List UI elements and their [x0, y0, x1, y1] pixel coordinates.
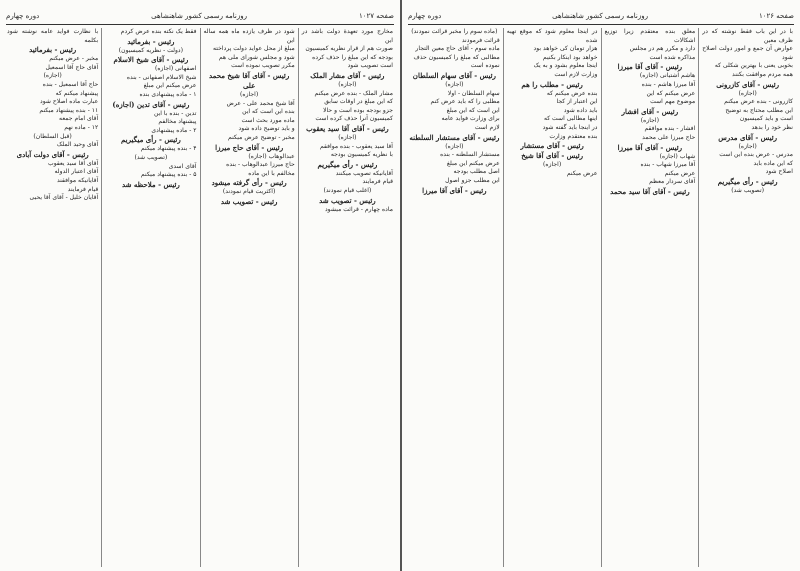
text-line: ۴ - بنده پیشنهاد میکنم [140, 145, 197, 153]
speaker-heading: رئیس - آقای کازرونی [716, 79, 780, 89]
text-line: حاج میرزا عبدالوهاب - بنده [226, 161, 295, 169]
text-column [298, 28, 396, 567]
text-line: در اینجا باید گفته شود [542, 123, 598, 131]
text-line: شهاب (اجازه) [659, 152, 696, 160]
text-line: ۱ - ماده پیشنهادی بنده [139, 90, 197, 98]
text-line: نظر خود را بدهد [751, 123, 793, 131]
text-column [698, 28, 796, 567]
right-page [400, 0, 800, 571]
text-line: آقا میرزا هاشم - بنده [641, 80, 696, 88]
text-line: ۱۲ - ماده نهم [64, 123, 99, 131]
text-line: بخوبی یعنی با بهترین شکلی که [714, 62, 793, 70]
speaker-heading: رئیس - آقای آقا شیخ [521, 151, 584, 161]
text-line: کمیسیون آنرا حذف کرده است [315, 115, 393, 123]
page-header [6, 8, 394, 25]
text-line: بنده عرض میکنم که [546, 89, 598, 97]
speaker-heading: رئیس - مطلب را هم [521, 79, 583, 89]
text-line: سهام السلطان - اولا [447, 89, 500, 97]
newspaper-title: روزنامه رسمی کشور شاهنشاهی [151, 12, 247, 20]
speaker-heading: رئیس - رأی میگیریم [717, 176, 778, 186]
text-line: مطلبی را که باید عرض کنم [430, 98, 500, 106]
text-line: دارد و مکرر هم در مجلس [629, 45, 696, 53]
text-line: آقای اسدی [168, 162, 197, 170]
text-line: عرض میکنم [566, 169, 598, 177]
text-line: شود و مجلس شورای ملی هم [218, 53, 295, 61]
text-line: آقا شیخ محمد علی - عرض [226, 99, 295, 107]
text-line: آقای آقا سید یعقوب [47, 159, 99, 167]
parenthetical-note: (اکثریت قیام نمودند) [222, 188, 276, 196]
text-line: با نظریه کمیسیون بودجه [330, 151, 393, 159]
parenthetical-note: (ماده سوم را مخبر قرائت نمودند) [411, 28, 498, 35]
text-columns [4, 28, 396, 567]
text-line: نموده است [470, 62, 500, 70]
text-line: اینجا معلوم بشود و به یک [533, 62, 598, 70]
text-line: باید داده شود [563, 106, 598, 114]
text-column [200, 28, 298, 567]
speaker-heading: رئیس - آقای مستشار السلطنه [409, 132, 500, 142]
text-line: ماده سوم - آقای حاج معین التجار [415, 45, 500, 53]
text-line: عبارت ماده اصلاح شود [39, 98, 99, 106]
parenthetical-note: (اجازه) [43, 72, 62, 80]
text-line: فقط یک نکته بنده عرض کردم [120, 28, 197, 35]
text-line: صورت هم از قرار نظریه کمیسیون [305, 45, 393, 53]
text-line: همه مردم موافقت بکنند [732, 70, 793, 78]
newspaper-title: روزنامه رسمی کشور شاهنشاهی [552, 12, 648, 20]
text-line: آقای وحید الملک [56, 141, 99, 149]
parenthetical-note: (اجازه) [445, 80, 464, 88]
text-line: مبلغ از محل عواید دولت پرداخته [213, 45, 295, 53]
text-line: این است که این مبلغ [446, 106, 500, 114]
text-line: ۵ - بنده پیشنهاد میکنم [140, 171, 197, 179]
parenthetical-note: (اجازه) [738, 142, 757, 150]
text-line: حاج آقا اسمعیل - بنده [42, 80, 99, 88]
speaker-heading: رئیس - آقای شیخ الاسلام [113, 55, 189, 65]
text-line: عرض میکنم این مبلغ [143, 82, 197, 90]
speaker-heading: رئیس - آقای دولت آبادی [16, 149, 89, 159]
parenthetical-note: (اجازه) [240, 90, 259, 98]
text-columns [406, 28, 796, 567]
text-line: حاج میرزا علی محمد [642, 133, 696, 141]
text-line: مخالفم با این ماده [248, 169, 295, 177]
text-line: که این مبلغ در اوقات سابق [324, 98, 393, 106]
text-line: ماده چهارم - قرائت میشود [324, 205, 393, 213]
parenthetical-note: (اجازه) [640, 116, 659, 124]
text-line: موضوع مهم است [650, 98, 696, 106]
text-line: این اعتبار از کجا [556, 98, 598, 106]
speaker-heading: رئیس - آقای آقا میرزا [617, 62, 683, 72]
text-line: بنده معتقدم وزارت [549, 132, 598, 140]
text-line: تدین - بنده با این [153, 109, 197, 117]
text-line: لازم است [474, 123, 500, 131]
text-line: اصفهانی (اجازه) [154, 65, 197, 73]
text-line: اصل مطلب بودجه [453, 168, 500, 176]
speaker-heading: رئیس - رأی میگیریم [121, 135, 181, 145]
text-line: قرائت فرمودند [461, 36, 500, 44]
parenthetical-note: (دولت - نظریه کمیسیون) [118, 46, 184, 54]
text-line: مشار الملک - بنده عرض میکنم [314, 89, 393, 97]
speaker-heading: رئیس - آقای آقا شیخ محمد علی [208, 70, 290, 90]
period-label: دوره چهارم [408, 12, 442, 20]
text-line: عوارض آن جمع و امور دولت اصلاح شود [702, 45, 793, 61]
text-line: پیشنهاد مخالفم [158, 118, 197, 126]
text-line: مخبر - توضیح عرض میکنم [228, 133, 295, 141]
text-column [601, 28, 699, 567]
text-line: عرض میکنم [664, 169, 696, 177]
text-line: است تصویب شود [347, 62, 393, 70]
text-line: مذاکره شده است [649, 53, 696, 61]
speaker-heading: رئیس - تصویب شد [319, 195, 376, 205]
speaker-heading: رئیس - رأی میگیریم [317, 159, 378, 169]
text-line: ۱۱ - بنده پیشنهاد میکنم [39, 106, 99, 114]
speaker-heading: رئیس - رأی گرفته میشود [211, 178, 287, 188]
text-line: معلق بنده معتقدم زیرا توزیع اشکالات [604, 28, 696, 44]
speaker-heading: رئیس - تصویب شد [220, 196, 278, 206]
text-line: برای وزارت فواید عامه [441, 115, 500, 123]
speaker-heading: رئیس - آقای مستشار [520, 141, 584, 151]
text-column [503, 28, 601, 567]
text-line: آقای حاج آقا اسمعیل [45, 63, 99, 71]
text-line: در اینجا معلوم شود که موقع تهیه شده [506, 28, 598, 44]
parenthetical-note: (اجازه) [338, 133, 357, 141]
parenthetical-note: (تصویب شد) [731, 186, 765, 194]
speaker-heading: رئیس - آقای مدرس [718, 132, 778, 142]
parenthetical-note: (اجازه) [543, 161, 562, 169]
page-header [408, 8, 794, 25]
text-line: مستشار السلطنه - بنده [440, 151, 500, 159]
text-line: هزار تومان کی خواهد بود [533, 45, 598, 53]
text-line: آقای اعتبار الدوله [54, 168, 99, 176]
text-line: و باید توضیح داده شود [238, 125, 295, 133]
text-line: این مطلب جزو اصول [445, 176, 500, 184]
text-line: آقا سید یعقوب - بنده موافقم [319, 142, 393, 150]
text-line: ۲ - ماده پیشنهادی [151, 126, 197, 134]
text-line: مطالبی که مبلغ را کمیسیون حذف [413, 53, 500, 61]
text-line: کازرونی - بنده عرض میکنم [724, 98, 793, 106]
speaker-heading: رئیس - آقای آقا میرزا [617, 142, 683, 152]
speaker-heading: رئیس - آقای افشار [621, 106, 679, 116]
text-line: عرض میکنم این مبلغ [446, 159, 500, 167]
text-line: آقای سردار معظم [649, 178, 696, 186]
text-column [4, 28, 101, 567]
text-line: قیام فرمایند [362, 178, 393, 186]
text-line: این مطلب محتاج به توضیح [725, 106, 793, 114]
text-line: مدرس - عرض بنده این است [719, 151, 793, 159]
text-line: جزو بودجه بوده است و حالا [323, 106, 393, 114]
speaker-heading: رئیس - آقای حاج میرزا [215, 142, 284, 152]
period-label: دوره چهارم [6, 12, 40, 20]
text-line: شود در ظرف یازده ماه همه ساله این [203, 28, 295, 44]
text-line: شیخ الاسلام اصفهانی - بنده [126, 73, 197, 81]
text-line: پیشنهاد میکنم که [55, 89, 99, 97]
parenthetical-note: (تصویب شد) [134, 153, 168, 161]
text-line: عرض میکنم که این [646, 89, 696, 97]
text-line: بودجه که این مبلغ را حذف کرده [312, 53, 393, 61]
page-number: صفحه ۱۰۲۷ [358, 12, 394, 20]
text-line: ماده مورد بحث است [241, 116, 295, 124]
speaker-heading: رئیس - بفرمائید [29, 45, 77, 55]
text-line: با نظارت فواید عامه نوشته شود بکلمه [7, 28, 99, 44]
text-column [101, 28, 199, 567]
page-number: صفحه ۱۰۲۶ [758, 12, 794, 20]
text-line: مخبر - عرض میکنم [49, 55, 99, 63]
parenthetical-note: (اجازه) [445, 142, 464, 150]
text-line: خواهد بود اینکار بکنیم [542, 53, 598, 61]
speaker-heading: رئیس - آقای سهام السلطان [412, 70, 496, 80]
text-line: اینها مطالبی است که [543, 115, 598, 123]
text-line: آقایانیکه تصویب میکنند [335, 169, 393, 177]
parenthetical-note: (اجازه) [738, 89, 757, 97]
text-line: آقا میرزا شهاب - بنده [640, 161, 696, 169]
text-line: هاشم آشتیانی (اجازه) [639, 72, 696, 80]
text-line: است و باید کمیسیون [739, 115, 793, 123]
speaker-heading: رئیس - ملاحظه شد [121, 179, 180, 189]
text-line: وزارت لازم است [554, 70, 598, 78]
text-line: آقای امام جمعه [59, 115, 99, 123]
speaker-heading: رئیس - آقای آقا سید محمد [610, 186, 690, 196]
parenthetical-note: (اغلب قیام نمودند) [323, 186, 372, 194]
text-line: عبدالوهاب (اجازه) [248, 152, 295, 160]
speaker-heading: رئیس - آقای آقا میرزا [422, 185, 487, 195]
parenthetical-note: (اجازه) [338, 80, 357, 88]
text-line: که این ماده باید [753, 159, 793, 167]
text-line: با در این باب فقط نوشته که در ظرف معین [702, 28, 793, 44]
text-line: قیام فرمایند [67, 185, 99, 193]
text-line: اصلاح شود [765, 168, 793, 176]
speaker-heading: رئیس - آقای آقا سید یعقوب [306, 123, 389, 133]
text-line: آقایانیکه موافقند [56, 176, 99, 184]
speaker-heading: رئیس - بفرمائید [127, 36, 175, 46]
text-line: مکرر تصویب نموده است [231, 62, 295, 70]
speaker-heading: رئیس - آقای مشار الملک [310, 70, 385, 80]
parenthetical-note: (قبل السلطان) [33, 132, 72, 140]
text-line: مخارج مورد تعهدهٔ دولت باشد در این [301, 28, 393, 44]
text-column [406, 28, 503, 567]
text-line: آقایان خلیل - آقای آقا یحیی [29, 194, 99, 202]
text-line: بنده این است که این [242, 108, 295, 116]
speaker-heading: رئیس - آقای تدین (اجازه) [112, 99, 190, 109]
text-line: افشار - بنده موافقم [644, 125, 696, 133]
